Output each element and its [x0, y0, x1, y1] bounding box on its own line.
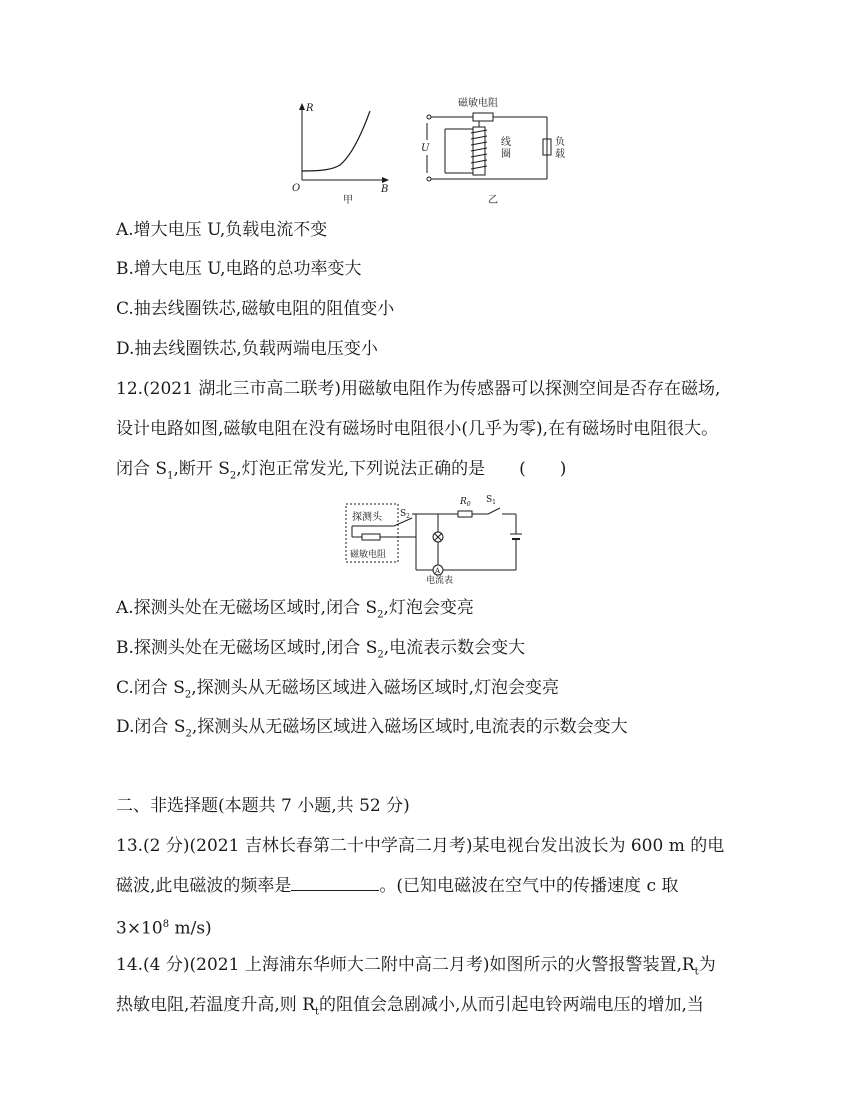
q12-stem-line-2: 设计电路如图,磁敏电阻在没有磁场时电阻很小(几乎为零),在有磁场时电阻很大。 — [116, 419, 719, 439]
q13-line-2: 磁波,此电磁波的频率是 。(已知电磁波在空气中的传播速度 c 取 — [116, 876, 679, 896]
circuit-figure-top — [415, 93, 585, 213]
answer-blank[interactable] — [291, 876, 379, 891]
graph-figure — [280, 95, 400, 210]
q12-stem-line-1: 12.(2021 湖北三市高二联考)用磁敏电阻作为传感器可以探测空间是否存在磁场, — [116, 379, 721, 399]
q14-line-2: 热敏电阻,若温度升高,则 $R_t$的阻值会急剧减小,从而引起电铃两端电压的增加,当 — [116, 995, 704, 1018]
coil-label-1: 线 — [501, 137, 511, 148]
q13-line-3: $3\times 10^8$ m/s) — [116, 918, 212, 939]
ammeter-symbol: A — [435, 567, 441, 575]
magnetoresistor-label-q12: 磁敏电阻 — [350, 550, 387, 560]
circuit-caption: 乙 — [488, 195, 498, 206]
q11-option-b: B.增大电压 U,电路的总功率变大 — [116, 259, 362, 279]
origin-label: O — [292, 183, 301, 194]
magnetoresistor-label: 磁敏电阻 — [458, 98, 498, 109]
s1-label: $S_1$ — [486, 495, 496, 506]
ammeter-label: 电流表 — [426, 576, 454, 585]
axis-b-label: B — [381, 184, 389, 195]
q11-option-a: A.增大电压 U,负载电流不变 — [116, 220, 328, 240]
q14-line-1: 14.(4 分)(2021 上海浦东华师大二附中高二月考)如图所示的火警报警装置$,R_t$为 — [116, 955, 716, 978]
q12-option-d: D.闭合 $S_2$,探测头从无磁场区域进入磁场区域时,电流表的示数会变大 — [116, 717, 628, 740]
voltage-label: U — [421, 143, 430, 154]
graph-caption: 甲 — [343, 195, 353, 206]
load-label-1: 负 — [555, 137, 565, 148]
axis-r-label: R — [306, 103, 314, 114]
load-label-2: 载 — [555, 149, 565, 160]
circuit-figure-q12 — [340, 490, 530, 585]
q11-option-c: C.抽去线圈铁芯,磁敏电阻的阻值变小 — [116, 299, 395, 319]
r0-label: $R_0$ — [460, 497, 471, 508]
s2-label: $S_2$ — [400, 509, 410, 520]
section-heading: 二、非选择题(本题共 7 小题,共 52 分) — [116, 796, 410, 816]
q12-stem-line-3: 闭合 $S_1$,断开 $S_2$,灯泡正常发光,下列说法正确的是 ( ) — [116, 459, 567, 482]
coil-label-2: 圈 — [501, 149, 511, 160]
q12-option-c: C.闭合 $S_2$,探测头从无磁场区域进入磁场区域时,灯泡会变亮 — [116, 678, 560, 701]
q13-line-1: 13.(2 分)(2021 吉林长春第二十中学高二月考)某电视台发出波长为 600 m 的电 — [116, 836, 725, 856]
q11-option-d: D.抽去线圈铁芯,负载两端电压变小 — [116, 339, 378, 359]
probe-label: 探测头 — [352, 512, 382, 523]
q12-option-a: A.探测头处在无磁场区域时,闭合 $S_2$,灯泡会变亮 — [116, 598, 474, 621]
q12-option-b: B.探测头处在无磁场区域时,闭合 $S_2$,电流表示数会变大 — [116, 638, 526, 661]
